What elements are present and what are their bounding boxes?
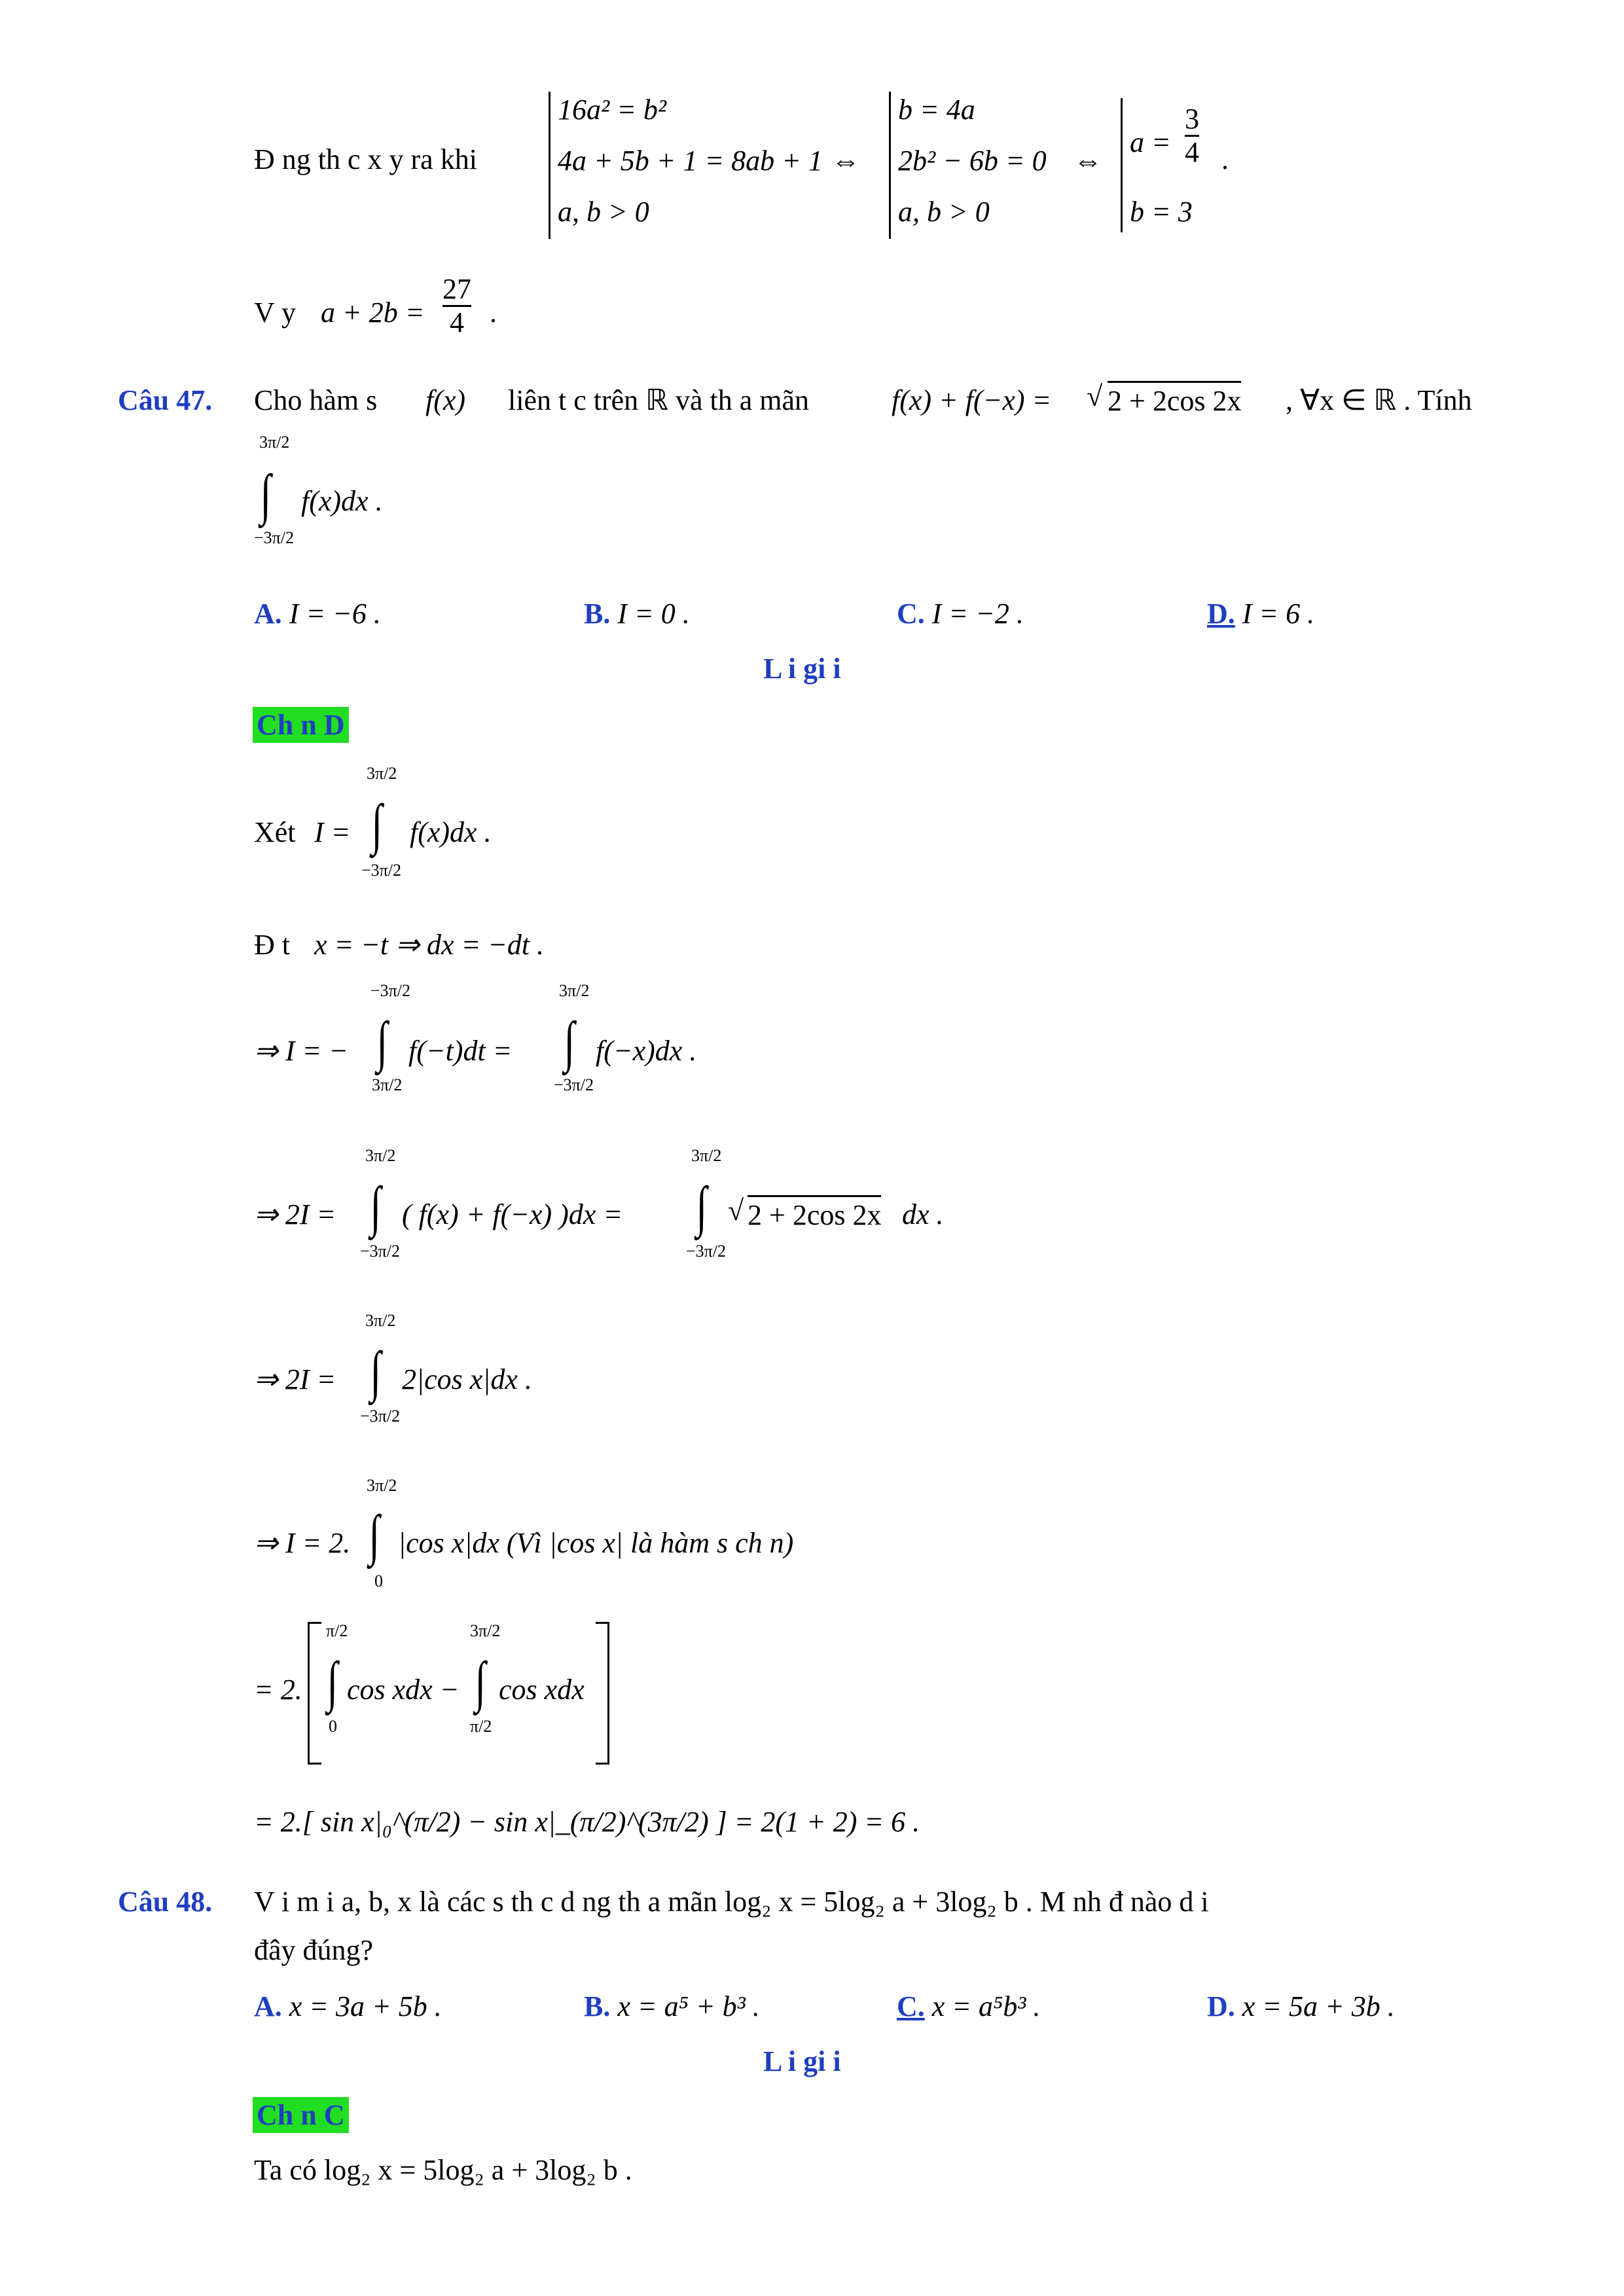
fraction-three-quarters <box>1185 103 1199 169</box>
option-c-text: I = −2 . <box>931 598 1024 630</box>
question-48-text-2: đây đúng? <box>254 1934 374 1966</box>
integral-sign: ∫ <box>370 1340 382 1403</box>
fraction-numerator: 3 <box>1185 103 1199 135</box>
period-mark: . <box>490 296 497 329</box>
option-d-text: I = 6 . <box>1242 598 1315 630</box>
right-bracket <box>596 1622 609 1765</box>
question-48-text-1: V i m i a, b, x là các s th c d ng th a mãn log₂ x = 5log₂ a + 3log₂ b . M nh đ nào d i <box>254 1886 1209 1918</box>
option-b[interactable] <box>584 597 690 630</box>
answer-highlight: Ch n C <box>253 2097 349 2133</box>
system-3-b: b = 3 <box>1130 196 1193 228</box>
integral-lower-limit: −3π/2 <box>360 1407 401 1426</box>
option-b-key: B. <box>584 598 611 630</box>
integral-upper-pi-half: π/2 <box>326 1621 348 1640</box>
step-1-rhs: f(−x)dx . <box>596 1035 697 1067</box>
question-47-text-2: liên t c trên ℝ và th a mãn <box>508 384 810 416</box>
system-2-eq3: a, b > 0 <box>898 196 990 228</box>
xet-label: Xét <box>254 816 296 848</box>
equiv-symbol-2: ⇔ <box>1074 145 1102 177</box>
system-1-eq3: a, b > 0 <box>558 196 649 228</box>
integral-sign: ∫ <box>696 1175 708 1238</box>
integral-lower-pi-half: π/2 <box>470 1717 492 1736</box>
sqrt-radicand: 2 + 2cos 2x <box>1108 381 1241 418</box>
system-3-a-label: a = <box>1130 126 1171 158</box>
question-47-label: Câu 47. <box>118 384 213 416</box>
substitution-expr: x = −t ⇒ dx = −dt . <box>314 929 545 961</box>
equiv-symbol-1: ⇔ <box>831 145 860 177</box>
fraction-denominator: 4 <box>1185 136 1199 169</box>
integral-sign: ∫ <box>376 1010 388 1073</box>
integral-sign: ∫ <box>369 1503 380 1566</box>
step-2-mid: ( f(x) + f(−x) )dx = <box>402 1198 623 1230</box>
option-a[interactable] <box>254 1990 442 2023</box>
solution-heading: L i gi i <box>763 2045 841 2077</box>
option-b-key: B. <box>584 1990 611 2022</box>
solution-heading: L i gi i <box>763 653 841 685</box>
xet-expr: I = <box>314 816 351 848</box>
option-d[interactable] <box>1207 597 1314 630</box>
integral-sign: ∫ <box>370 1175 382 1238</box>
left-bracket <box>308 1622 321 1765</box>
system-brace-1 <box>549 92 550 239</box>
step-4-rhs: |cos x|dx (Vì |cos x| là hàm s ch n) <box>398 1527 794 1559</box>
integral-upper-limit: 3π/2 <box>365 1146 396 1165</box>
question-48-solution-start: Ta có log₂ x = 5log₂ a + 3log₂ b . <box>254 2154 632 2186</box>
integral-lower-limit: −3π/2 <box>361 861 402 880</box>
option-b[interactable] <box>584 1990 760 2023</box>
system-1-eq1: 16a² = b² <box>558 94 667 126</box>
option-c-text: x = a⁵b³ . <box>931 1990 1041 2022</box>
integral-lower-limit: −3π/2 <box>254 528 295 547</box>
integral-upper-limit: 3π/2 <box>259 433 290 452</box>
xet-integrand: f(x)dx . <box>410 816 492 848</box>
step-1-lhs: ⇒ I = − <box>254 1035 348 1067</box>
integral-upper-limit: 3π/2 <box>559 981 590 1000</box>
question-47-text-3: , ∀x ∈ ℝ . Tính <box>1286 384 1472 416</box>
question-47-condition: f(x) + f(−x) = <box>892 384 1052 416</box>
option-d[interactable] <box>1207 1990 1395 2023</box>
integral-lower-zero: 0 <box>329 1717 337 1736</box>
option-a-text: I = −6 . <box>289 598 381 630</box>
option-c[interactable] <box>897 597 1024 630</box>
step-2-rhs: dx . <box>902 1198 944 1230</box>
option-c[interactable] <box>897 1990 1041 2023</box>
option-c-key: C. <box>897 598 925 630</box>
option-d-text: x = 5a + 3b . <box>1242 1990 1395 2022</box>
integral-lower-limit: −3π/2 <box>360 1242 401 1261</box>
sqrt-radicand: 2 + 2cos 2x <box>748 1195 881 1232</box>
option-d-key: D. <box>1207 598 1235 630</box>
step-2-lhs: ⇒ 2I = <box>254 1198 336 1230</box>
integral-upper-limit: 3π/2 <box>367 1476 397 1495</box>
option-c-key: C. <box>897 1990 925 2022</box>
system-1-eq2: 4a + 5b + 1 = 8ab + 1 <box>558 145 823 177</box>
fraction-denominator: 4 <box>442 305 471 338</box>
question-47-fx: f(x) <box>425 384 466 416</box>
period-mark: . <box>1221 143 1229 175</box>
integral-upper-limit: 3π/2 <box>470 1621 501 1640</box>
option-d-key: D. <box>1207 1990 1235 2022</box>
integral-sign: ∫ <box>371 793 383 855</box>
step-3-rhs: 2|cos x|dx . <box>402 1363 532 1395</box>
sqrt-sign: √ <box>1087 380 1103 412</box>
system-brace-3 <box>1121 98 1123 232</box>
step-1-mid: f(−t)dt = <box>408 1035 513 1067</box>
integral-lower-zero: 0 <box>374 1571 383 1590</box>
question-47-integrand: f(x)dx . <box>301 485 383 517</box>
integral-sign: ∫ <box>564 1010 575 1073</box>
step-3-lhs: ⇒ 2I = <box>254 1363 336 1395</box>
integral-upper-limit: −3π/2 <box>370 981 411 1000</box>
option-a-key: A. <box>254 1990 282 2022</box>
integral-lower-limit: −3π/2 <box>686 1242 727 1261</box>
integral-sign: ∫ <box>260 463 272 526</box>
conclusion-label: V y <box>254 296 296 329</box>
integral-lower-limit: 3π/2 <box>372 1075 403 1094</box>
step-5-term-2: cos xdx <box>499 1674 585 1706</box>
answer-highlight: Ch n D <box>253 707 349 743</box>
question-47-text-1: Cho hàm s <box>254 384 378 416</box>
option-a-text: x = 3a + 5b . <box>289 1990 442 2022</box>
sqrt-sign: √ <box>728 1194 744 1227</box>
fraction-27-4 <box>442 274 471 339</box>
system-brace-2 <box>889 92 891 239</box>
step-5-lhs: = 2. <box>254 1674 302 1706</box>
fraction-numerator: 27 <box>442 273 471 305</box>
system-2-eq1: b = 4a <box>898 94 975 126</box>
equality-condition-label: Đ ng th c x y ra khi <box>254 143 477 175</box>
integral-lower-limit: −3π/2 <box>554 1075 594 1094</box>
integral-upper-limit: 3π/2 <box>365 1311 396 1330</box>
integral-upper-limit: 3π/2 <box>367 764 397 783</box>
integral-sign: ∫ <box>475 1650 486 1713</box>
step-4-lhs: ⇒ I = 2. <box>254 1527 351 1559</box>
option-a-key: A. <box>254 598 282 630</box>
step-5-term-1: cos xdx − <box>347 1674 460 1706</box>
integral-upper-limit: 3π/2 <box>691 1146 722 1165</box>
substitution-label: Đ t <box>254 929 290 961</box>
conclusion-expr: a + 2b = <box>321 296 425 329</box>
step-6: = 2.[ sin x|₀^(π/2) − sin x|_(π/2)^(3π/2) ] = 2(1 + 2) = 6 . <box>254 1806 920 1838</box>
option-a[interactable] <box>254 597 381 630</box>
integral-sign: ∫ <box>327 1650 338 1713</box>
question-48-label: Câu 48. <box>118 1886 213 1918</box>
system-2-eq2: 2b² − 6b = 0 <box>898 145 1047 177</box>
option-b-text: x = a⁵ + b³ . <box>617 1990 760 2022</box>
option-b-text: I = 0 . <box>617 598 690 630</box>
